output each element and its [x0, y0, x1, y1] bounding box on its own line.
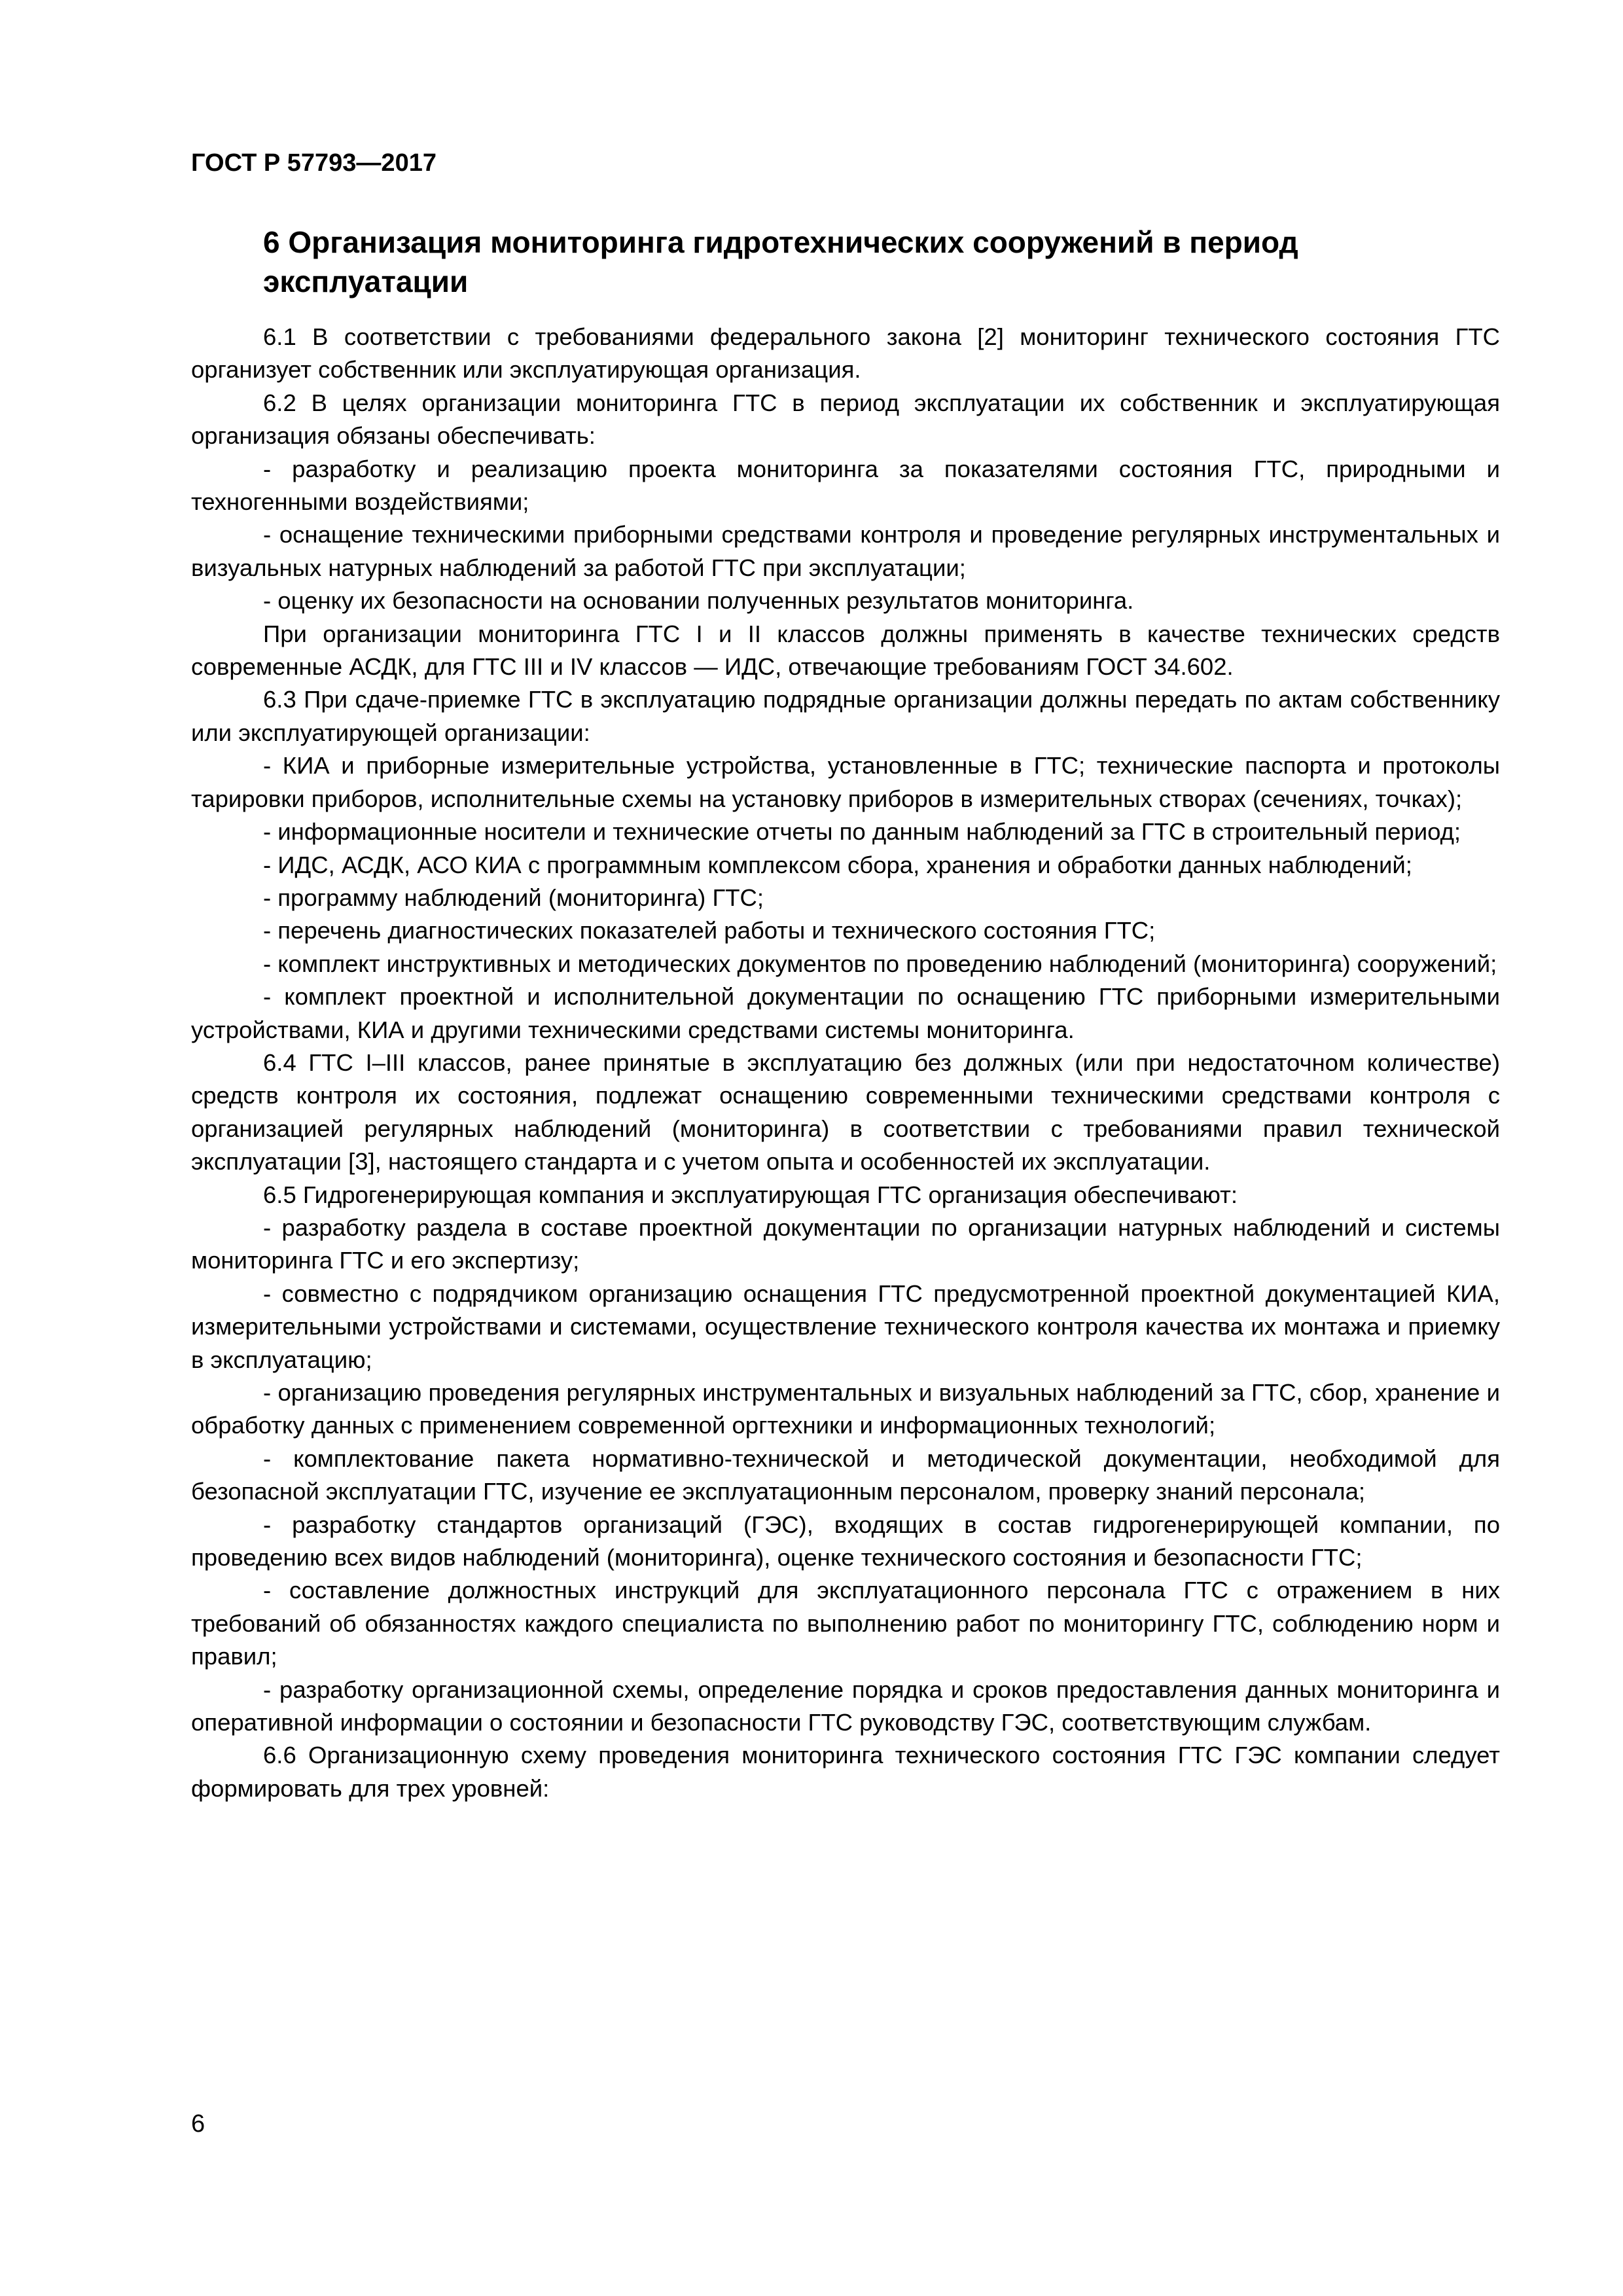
list-item: - разработку стандартов организаций (ГЭС), входящих в состав гидрогенерирующей компании, по проведению всех видов наблюдений (мониторинга), оценке технического состояния и безопасности ГТС;	[191, 1511, 1500, 1571]
document-code-header: ГОСТ Р 57793—2017	[191, 149, 437, 177]
list-item: - совместно с подрядчиком организацию оснащения ГТС предусмотренной проектной документацией КИА, измерительными устройствами и системами, осуществление технического контроля качества их монтажа и приемку в эксплуатацию;	[191, 1280, 1500, 1373]
paragraph-6-4: 6.4 ГТС I–III классов, ранее принятые в эксплуатацию без должных (или при недостаточном количестве) средств контроля их состояния, подлежат оснащению современными техническими средствами контроля с организацией регулярных наблюдений (мониторинга) в соответствии с требованиями правил технической эксплуатации [3], настоящего стандарта и с учетом опыта и особенностей их эксплуатации.	[191, 1049, 1500, 1175]
section-body	[191, 321, 1500, 1805]
list-item: - составление должностных инструкций для эксплуатационного персонала ГТС с отражением в них требований об обязанностях каждого специалиста по выполнению работ по мониторингу ГТС, соблюдению норм и правил;	[191, 1577, 1500, 1670]
paragraph-monitoring-means: При организации мониторинга ГТС I и II классов должны применять в качестве технических средств современные АСДК, для ГТС III и IV классов — ИДС, отвечающие требованиям ГОСТ 34.602.	[191, 620, 1500, 681]
paragraph-6-3: 6.3 При сдаче-приемке ГТС в эксплуатацию подрядные организации должны передать по актам собственнику или эксплуатирующей организации:	[191, 686, 1500, 746]
list-item: - разработку и реализацию проекта мониторинга за показателями состояния ГТС, природными и техногенными воздействиями;	[191, 455, 1500, 516]
list-item: - информационные носители и технические отчеты по данным наблюдений за ГТС в строительный период;	[263, 818, 1461, 846]
section-title: 6 Организация мониторинга гидротехнических сооружений в период эксплуатации	[263, 225, 1298, 298]
paragraph-6-6: 6.6 Организационную схему проведения мониторинга технического состояния ГТС ГЭС компании следует формировать для трех уровней:	[191, 1742, 1500, 1802]
list-item: - КИА и приборные измерительные устройства, установленные в ГТС; технические паспорта и протоколы тарировки приборов, исполнительные схемы на установку приборов в измерительных створах (сечениях, точках);	[191, 752, 1500, 812]
list-item: - оснащение техническими приборными средствами контроля и проведение регулярных инструментальных и визуальных натурных наблюдений за работой ГТС при эксплуатации;	[191, 521, 1500, 581]
list-item: - организацию проведения регулярных инструментальных и визуальных наблюдений за ГТС, сбор, хранение и обработку данных с применением современной оргтехники и информационных технологий;	[191, 1379, 1500, 1439]
list-item: - программу наблюдений (мониторинга) ГТС;	[263, 884, 764, 911]
paragraph-6-1: 6.1 В соответствии с требованиями федерального закона [2] мониторинг технического состояния ГТС организует собственник или эксплуатирующая организация.	[191, 323, 1500, 384]
list-item: - ИДС, АСДК, АСО КИА с программным комплексом сбора, хранения и обработки данных наблюдений;	[263, 851, 1412, 878]
page-number: 6	[191, 2110, 205, 2138]
list-item: - перечень диагностических показателей работы и технического состояния ГТС;	[263, 917, 1156, 944]
list-item: - комплект проектной и исполнительной документации по оснащению ГТС приборными измерительными устройствами, КИА и другими техническими средствами системы мониторинга.	[191, 983, 1500, 1043]
paragraph-6-2: 6.2 В целях организации мониторинга ГТС в период эксплуатации их собственник и эксплуатирующая организация обязаны обеспечивать:	[191, 389, 1500, 450]
list-item: - оценку их безопасности на основании полученных результатов мониторинга.	[263, 587, 1134, 615]
list-item: - комплектование пакета нормативно-технической и методической документации, необходимой для безопасной эксплуатации ГТС, изучение ее эксплуатационным персоналом, проверку знаний персонала;	[191, 1444, 1500, 1505]
list-item: - комплект инструктивных и методических документов по проведению наблюдений (мониторинга) сооружений;	[263, 950, 1497, 977]
list-item: - разработку раздела в составе проектной документации по организации натурных наблюдений и системы мониторинга ГТС и его экспертизу;	[191, 1213, 1500, 1274]
paragraph-6-5: 6.5 Гидрогенерирующая компания и эксплуатирующая ГТС организация обеспечивают:	[263, 1181, 1238, 1208]
list-item: - разработку организационной схемы, определение порядка и сроков предоставления данных мониторинга и оперативной информации о состоянии и безопасности ГТС руководству ГЭС, соответствующим службам.	[191, 1676, 1500, 1736]
